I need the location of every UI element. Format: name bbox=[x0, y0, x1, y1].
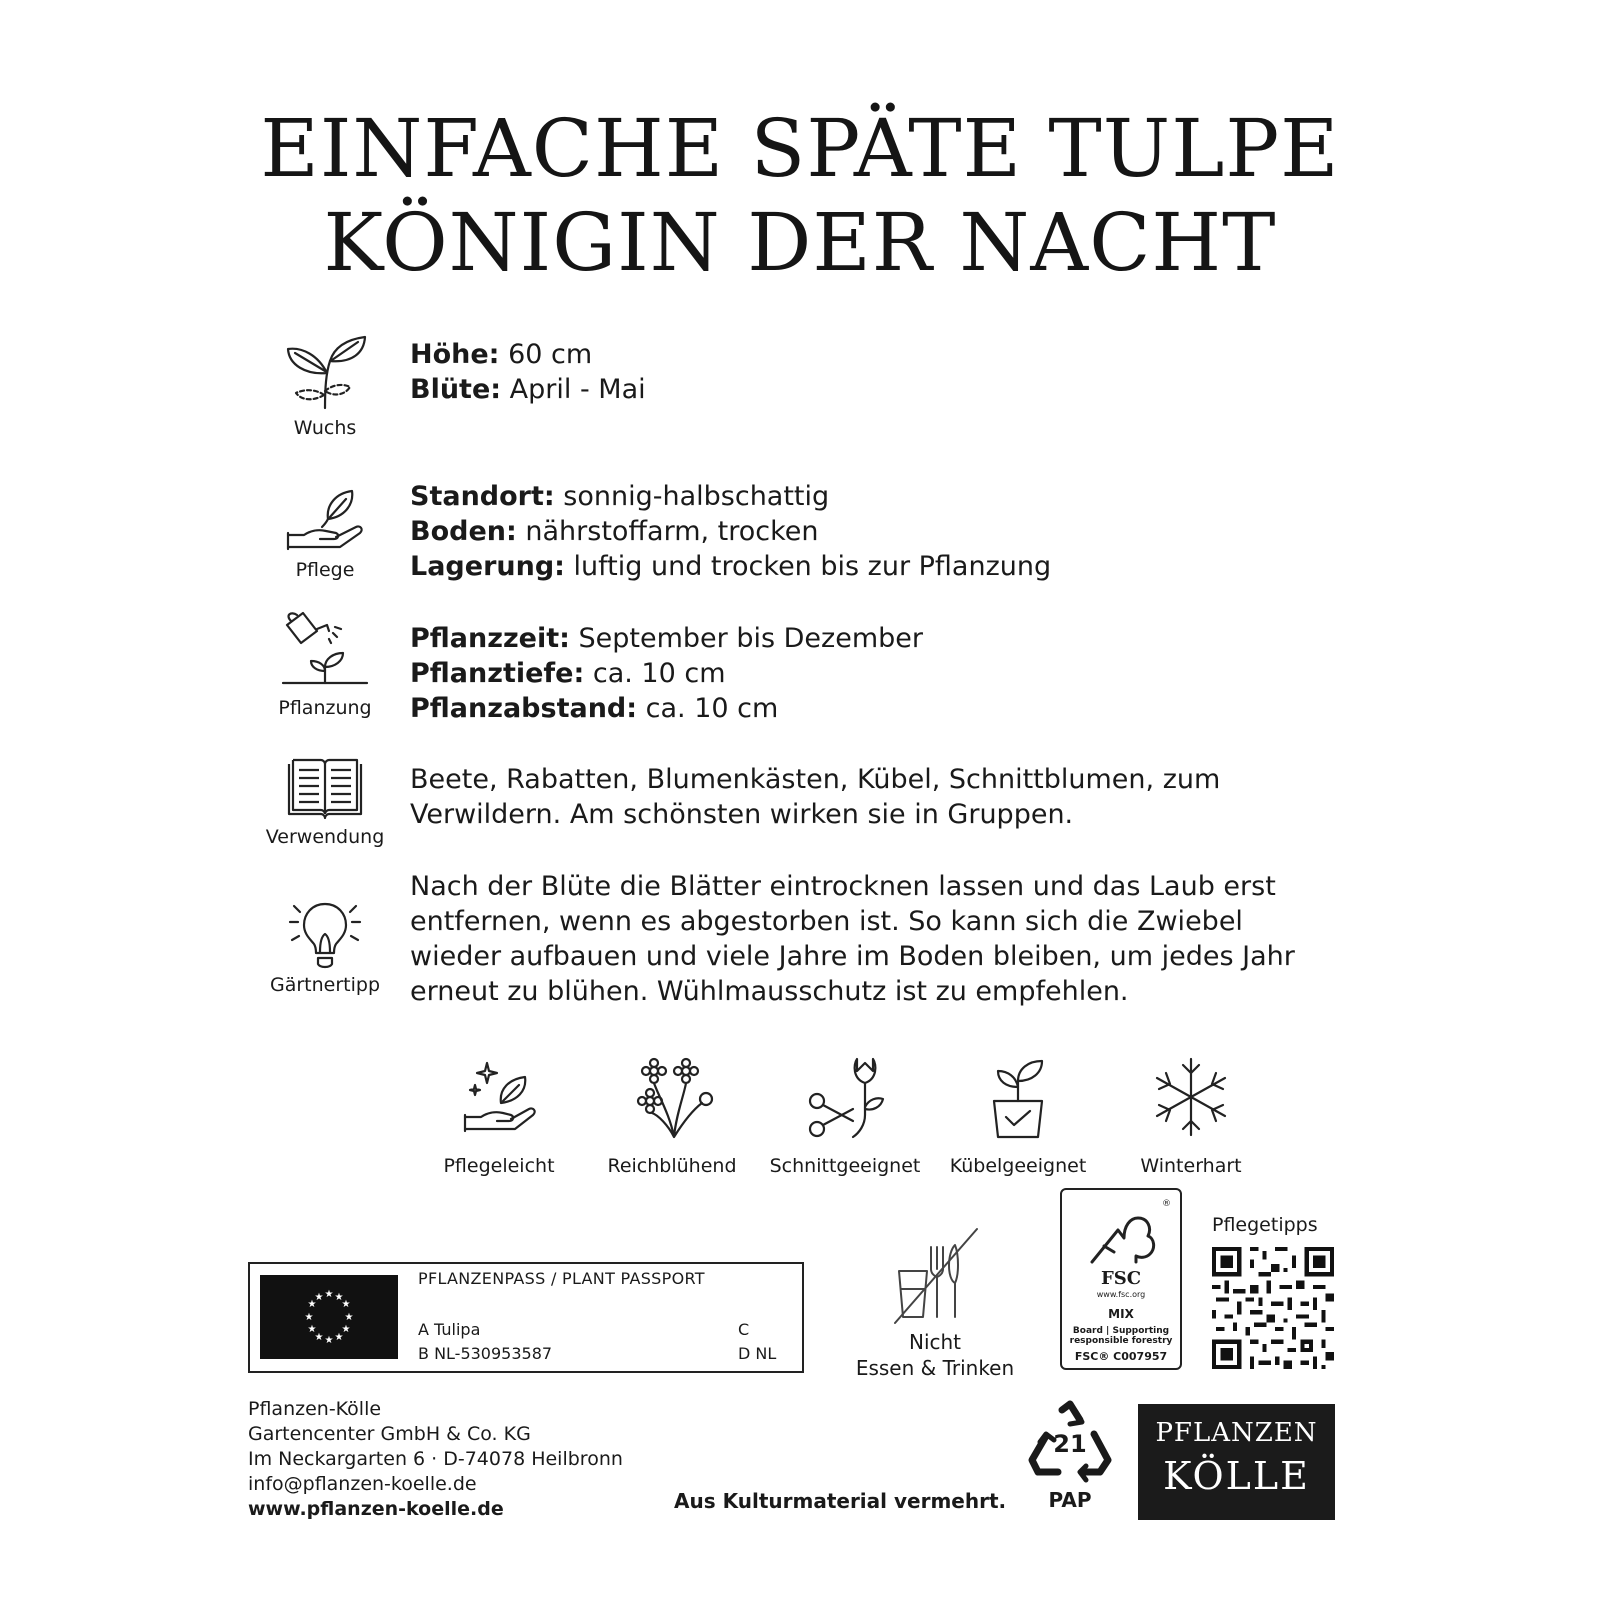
svg-text:★: ★ bbox=[324, 1335, 334, 1346]
section-verwendung-text bbox=[410, 762, 1220, 832]
fsc-code: FSC® C007957 bbox=[1074, 1350, 1168, 1363]
passport-c: C bbox=[738, 1320, 750, 1339]
logo-line1: PFLANZEN bbox=[1155, 1418, 1318, 1448]
fsc-desc1: Board | Supporting bbox=[1072, 1326, 1170, 1336]
fsc-mix: MIX bbox=[1108, 1307, 1134, 1321]
recycling-symbol bbox=[1024, 1398, 1116, 1512]
svg-text:★: ★ bbox=[334, 1292, 344, 1303]
gaertnertipp-line: wieder aufbauen und viele Jahre im Boden bleiben, um jedes Jahr bbox=[410, 941, 1295, 972]
passport-b: B NL-530953587 bbox=[418, 1344, 553, 1363]
passport-d: D NL bbox=[738, 1344, 777, 1363]
svg-text:★: ★ bbox=[341, 1324, 351, 1335]
section-gaertnertipp-label: Gärtnertipp bbox=[269, 974, 381, 996]
svg-text:★: ★ bbox=[324, 1289, 334, 1300]
feature-winterhart bbox=[1111, 1055, 1271, 1177]
company-address bbox=[248, 1397, 623, 1522]
feature-reichbluehend bbox=[592, 1055, 752, 1177]
passport-a: A Tulipa bbox=[418, 1320, 481, 1339]
section-wuchs-label: Wuchs bbox=[293, 417, 357, 439]
svg-text:®: ® bbox=[1162, 1199, 1171, 1209]
section-pflanzung-label: Pflanzung bbox=[278, 697, 372, 719]
pflanzen-koelle-logo bbox=[1138, 1404, 1335, 1520]
pflanzung-row: Pflanztiefe: ca. 10 cm bbox=[410, 658, 726, 689]
fsc-desc2: responsible forestry bbox=[1069, 1336, 1173, 1346]
recycling-code: PAP bbox=[1048, 1488, 1092, 1512]
verwendung-line: Beete, Rabatten, Blumenkästen, Kübel, Schnittblumen, zum bbox=[410, 764, 1221, 795]
verwendung-line: Verwildern. Am schönsten wirken sie in Gruppen. bbox=[410, 799, 1074, 830]
wuchs-row: Blüte: April - Mai bbox=[410, 374, 646, 405]
plant-passport bbox=[248, 1262, 804, 1373]
address-email-link[interactable]: info@pflanzen-koelle.de bbox=[248, 1473, 477, 1495]
eu-flag-icon bbox=[260, 1275, 398, 1359]
svg-text:★: ★ bbox=[304, 1312, 314, 1323]
svg-text:★: ★ bbox=[341, 1299, 351, 1310]
scissors-tulip-icon bbox=[803, 1055, 887, 1139]
feature-pflegeleicht bbox=[419, 1055, 579, 1177]
section-pflege-text bbox=[410, 479, 1051, 584]
flower-bouquet-icon bbox=[630, 1055, 714, 1139]
section-verwendung-icon-block bbox=[265, 756, 385, 848]
warning-line2: Essen & Trinken bbox=[855, 1356, 1015, 1380]
section-wuchs-text bbox=[410, 337, 646, 407]
feature-label: Pflegeleicht bbox=[443, 1155, 555, 1177]
gaertnertipp-line: erneut zu blühen. Wühlmausschutz ist zu empfehlen. bbox=[410, 976, 1129, 1007]
section-pflege-icon-block bbox=[265, 483, 385, 581]
hand-leaf-icon bbox=[280, 483, 370, 555]
section-verwendung-label: Verwendung bbox=[265, 826, 385, 848]
origin-note: Aus Kulturmaterial vermehrt. bbox=[674, 1489, 1007, 1513]
product-title-line1: EINFACHE SPÄTE TULPE bbox=[260, 102, 1340, 195]
section-pflanzung-text bbox=[410, 621, 923, 726]
gaertnertipp-line: Nach der Blüte die Blätter eintrocknen lassen und das Laub erst bbox=[410, 871, 1276, 902]
passport-header: PFLANZENPASS / PLANT PASSPORT bbox=[418, 1269, 705, 1288]
potted-plant-icon bbox=[976, 1055, 1060, 1139]
fsc-badge bbox=[1060, 1188, 1182, 1370]
pflege-row: Lagerung: luftig und trocken bis zur Pflanzung bbox=[410, 551, 1052, 582]
svg-text:★: ★ bbox=[307, 1324, 317, 1335]
feature-schnittgeeignet bbox=[765, 1055, 925, 1177]
fsc-url: www.fsc.org bbox=[1096, 1290, 1146, 1299]
open-book-icon bbox=[285, 756, 365, 822]
address-line: Gartencenter GmbH & Co. KG bbox=[248, 1423, 531, 1445]
eu-stars-icon bbox=[260, 1275, 398, 1359]
feature-label: Schnittgeeignet bbox=[769, 1155, 921, 1177]
address-line: Pflanzen-Kölle bbox=[248, 1398, 382, 1420]
recycling-number: 21 bbox=[1053, 1430, 1087, 1458]
pflanzung-row: Pflanzabstand: ca. 10 cm bbox=[410, 693, 779, 724]
fsc-tree-icon bbox=[1062, 1190, 1180, 1270]
hand-sparkle-leaf-icon bbox=[457, 1055, 541, 1139]
svg-text:★: ★ bbox=[334, 1332, 344, 1343]
qr-label: Pflegetipps bbox=[1212, 1214, 1318, 1236]
svg-text:★: ★ bbox=[307, 1299, 317, 1310]
svg-text:★: ★ bbox=[344, 1312, 354, 1323]
fsc-name: FSC bbox=[1100, 1268, 1142, 1289]
section-pflege-label: Pflege bbox=[295, 559, 355, 581]
lightbulb-icon bbox=[282, 898, 368, 970]
qr-code-icon[interactable] bbox=[1212, 1247, 1334, 1369]
product-title-line2: KÖNIGIN DER NACHT bbox=[323, 196, 1277, 289]
svg-text:★: ★ bbox=[314, 1292, 324, 1303]
feature-label: Reichblühend bbox=[607, 1155, 737, 1177]
pflege-row: Standort: sonnig-halbschattig bbox=[410, 481, 830, 512]
warning-not-edible bbox=[850, 1225, 1020, 1381]
pflanzung-row: Pflanzzeit: September bis Dezember bbox=[410, 623, 923, 654]
feature-label: Winterhart bbox=[1140, 1155, 1242, 1177]
snowflake-icon bbox=[1149, 1055, 1233, 1139]
address-line: Im Neckargarten 6 · D-74078 Heilbronn bbox=[248, 1448, 623, 1470]
feature-kuebelgeeignet bbox=[938, 1055, 1098, 1177]
address-web-link[interactable]: www.pflanzen-koelle.de bbox=[248, 1498, 504, 1520]
logo-line2: KÖLLE bbox=[1163, 1454, 1310, 1498]
plant-sprout-icon bbox=[280, 333, 370, 413]
wuchs-row: Höhe: 60 cm bbox=[410, 339, 593, 370]
feature-label: Kübelgeeignet bbox=[949, 1155, 1087, 1177]
svg-text:★: ★ bbox=[314, 1332, 324, 1343]
section-gaertnertipp-text bbox=[410, 869, 1295, 1009]
warning-line1: Nicht bbox=[908, 1330, 962, 1354]
section-gaertnertipp-icon-block bbox=[265, 898, 385, 996]
watering-can-icon bbox=[277, 611, 373, 693]
section-wuchs-icon-block bbox=[265, 333, 385, 439]
pflege-row: Boden: nährstoffarm, trocken bbox=[410, 516, 819, 547]
section-pflanzung-icon-block bbox=[265, 611, 385, 719]
no-eat-drink-icon bbox=[885, 1225, 985, 1325]
gaertnertipp-line: entfernen, wenn es abgestorben ist. So kann sich die Zwiebel bbox=[410, 906, 1243, 937]
